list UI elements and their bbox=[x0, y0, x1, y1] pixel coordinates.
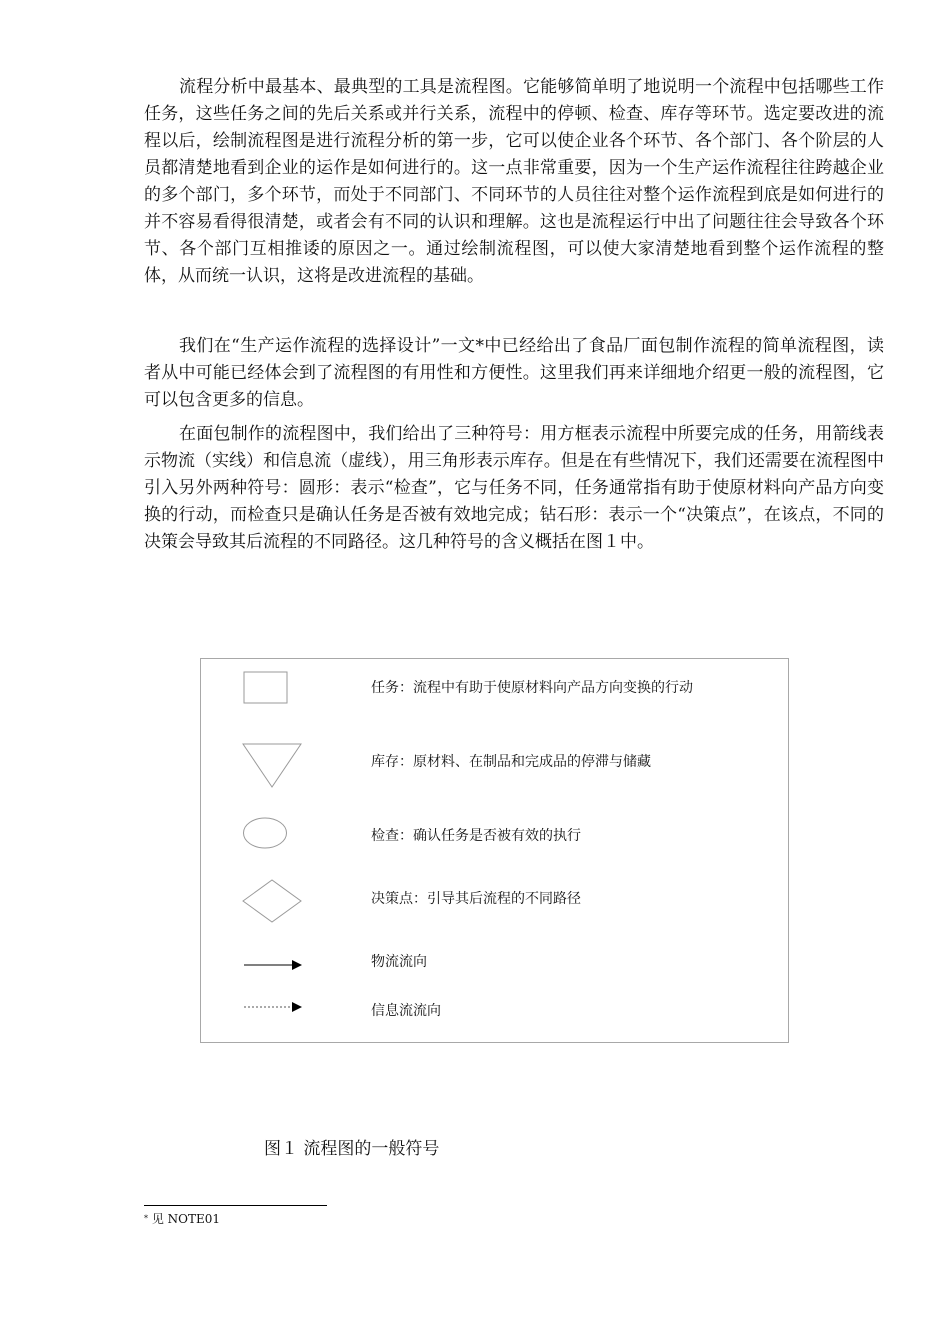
symbol-legend-box bbox=[200, 658, 789, 1043]
legend-label-task: 任务：流程中有助于使原材料向产品方向变换的行动 bbox=[371, 680, 693, 696]
footnote-text: 见 NOTE01 bbox=[148, 1212, 221, 1226]
paragraph-intro: 流程分析中最基本、最典型的工具是流程图。它能够简单明了地说明一个流程中包括哪些工作任务，这些任务之间的先后关系或并行关系，流程中的停顿、检查、库存等环节。选定要改进的流程以后，绘制流程图是进行流程分析的第一步，它可以使企业各个环节、各个部门、各个阶层的人员都清楚地看到企业的运作是如何进行的。这一点非常重要，因为一个生产运作流程往往跨越企业的多个部门，多个环节，而处于不同部门、不同环节的人员往往对整个运作流程到底是如何进行的并不容易看得很清楚，或者会有不同的认识和理解。这也是流程运行中出了问题往往会导致各个环节、各个部门互相推诿的原因之一。通过绘制流程图，可以使大家清楚地看到整个运作流程的整体，从而统一认识，这将是改进流程的基础。 bbox=[144, 77, 884, 286]
figure-caption: 图１ 流程图的一般符号 bbox=[264, 1139, 440, 1159]
legend-label-material-flow: 物流流向 bbox=[371, 954, 427, 970]
information-flow-arrow-icon bbox=[243, 1000, 305, 1014]
footnote-marker: * bbox=[144, 1214, 148, 1223]
inspection-ellipse-icon bbox=[242, 817, 290, 851]
legend-label-decision: 决策点：引导其后流程的不同路径 bbox=[371, 891, 581, 907]
paragraph-reference: 我们在“生产运作流程的选择设计”一文*中已经给出了食品厂面包制作流程的简单流程图，读者从中可能已经体会到了流程图的有用性和方便性。这里我们再来详细地介绍更一般的流程图，它可以包含更多的信息。 bbox=[144, 336, 884, 410]
inventory-triangle-icon bbox=[242, 743, 304, 789]
legend-label-inventory: 库存：原材料、在制品和完成品的停滞与储藏 bbox=[371, 754, 651, 770]
footnote-divider bbox=[144, 1205, 327, 1206]
material-flow-arrow-icon bbox=[243, 958, 305, 972]
legend-label-information-flow: 信息流流向 bbox=[371, 1003, 441, 1019]
decision-diamond-icon bbox=[242, 879, 304, 925]
paragraph-symbols: 在面包制作的流程图中，我们给出了三种符号：用方框表示流程中所要完成的任务，用箭线表示物流（实线）和信息流（虚线），用三角形表示库存。但是在有些情况下，我们还需要在流程图中引入另外两种符号：圆形：表示“检查”，它与任务不同，任务通常指有助于使原材料向产品方向变换的行动，而检查只是确认任务是否被有效地完成；钻石形：表示一个“决策点”，在该点，不同的决策会导致其后流程的不同路径。这几种符号的含义概括在图１中。 bbox=[144, 424, 884, 552]
footnote bbox=[144, 1211, 220, 1227]
task-rectangle-icon bbox=[243, 671, 289, 705]
legend-label-inspection: 检查：确认任务是否被有效的执行 bbox=[371, 828, 581, 844]
